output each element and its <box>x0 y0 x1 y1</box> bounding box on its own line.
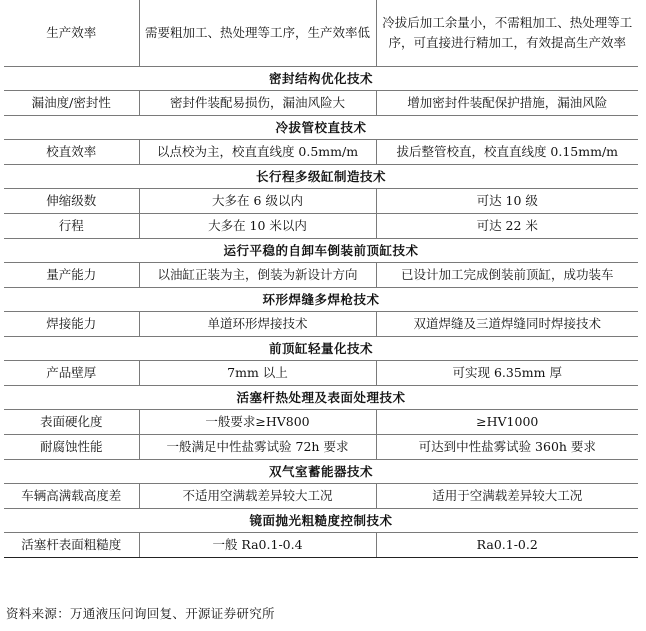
metric-cell: 漏油度/密封性 <box>4 91 139 116</box>
company-cell: 冷拔后加工余量小，不需粗加工、热处理等工序，可直接进行精加工，有效提高生产效率 <box>376 0 638 67</box>
conventional-cell: 一般 Ra0.1-0.4 <box>139 533 376 558</box>
table-row <box>4 91 638 116</box>
section-header-row <box>4 67 638 91</box>
metric-cell: 行程 <box>4 214 139 239</box>
company-cell: 双道焊缝及三道焊缝同时焊接技术 <box>376 312 638 337</box>
tech-comparison-table <box>4 0 638 558</box>
section-title: 密封结构优化技术 <box>4 67 638 91</box>
metric-cell: 活塞杆表面粗糙度 <box>4 533 139 558</box>
section-title: 长行程多级缸制造技术 <box>4 165 638 189</box>
table-row <box>4 312 638 337</box>
metric-cell: 焊接能力 <box>4 312 139 337</box>
section-header-row <box>4 288 638 312</box>
company-cell: 可实现 6.35mm 厚 <box>376 361 638 386</box>
section-header-row <box>4 337 638 361</box>
table-row <box>4 533 638 558</box>
section-header-row <box>4 509 638 533</box>
metric-cell: 校直效率 <box>4 140 139 165</box>
table-row <box>4 361 638 386</box>
conventional-cell: 不适用空满载差异较大工况 <box>139 484 376 509</box>
conventional-cell: 7mm 以上 <box>139 361 376 386</box>
company-cell: 已设计加工完成倒装前顶缸，成功装车 <box>376 263 638 288</box>
section-title: 前顶缸轻量化技术 <box>4 337 638 361</box>
company-cell: Ra0.1-0.2 <box>376 533 638 558</box>
company-cell: 适用于空满载差异较大工况 <box>376 484 638 509</box>
table-row <box>4 435 638 460</box>
section-title: 运行平稳的自卸车倒装前顶缸技术 <box>4 239 638 263</box>
metric-cell: 量产能力 <box>4 263 139 288</box>
metric-cell: 生产效率 <box>4 0 139 67</box>
conventional-cell: 大多在 6 级以内 <box>139 189 376 214</box>
conventional-cell: 需要粗加工、热处理等工序，生产效率低 <box>139 0 376 67</box>
table-row <box>4 263 638 288</box>
metric-cell: 伸缩级数 <box>4 189 139 214</box>
company-cell: 可达到中性盐雾试验 360h 要求 <box>376 435 638 460</box>
table-row <box>4 140 638 165</box>
company-cell: 拔后整管校直，校直直线度 0.15mm/m <box>376 140 638 165</box>
section-header-row <box>4 386 638 410</box>
metric-cell: 车辆高满载高度差 <box>4 484 139 509</box>
section-title: 活塞杆热处理及表面处理技术 <box>4 386 638 410</box>
table-row <box>4 214 638 239</box>
company-cell: ≥HV1000 <box>376 410 638 435</box>
section-header-row <box>4 460 638 484</box>
table-row <box>4 189 638 214</box>
conventional-cell: 密封件装配易损伤，漏油风险大 <box>139 91 376 116</box>
section-header-row <box>4 116 638 140</box>
company-cell: 可达 22 米 <box>376 214 638 239</box>
section-header-row <box>4 239 638 263</box>
metric-cell: 表面硬化度 <box>4 410 139 435</box>
section-title: 冷拔管校直技术 <box>4 116 638 140</box>
source-note: 资料来源：万通液压问询回复、开源证券研究所 <box>6 606 275 621</box>
conventional-cell: 一般要求≥HV800 <box>139 410 376 435</box>
conventional-cell: 以油缸正装为主，倒装为新设计方向 <box>139 263 376 288</box>
company-cell: 可达 10 级 <box>376 189 638 214</box>
conventional-cell: 一般满足中性盐雾试验 72h 要求 <box>139 435 376 460</box>
metric-cell: 耐腐蚀性能 <box>4 435 139 460</box>
section-title: 镜面抛光粗糙度控制技术 <box>4 509 638 533</box>
table-row <box>4 484 638 509</box>
company-cell: 增加密封件装配保护措施，漏油风险 <box>376 91 638 116</box>
conventional-cell: 以点校为主，校直直线度 0.5mm/m <box>139 140 376 165</box>
conventional-cell: 单道环形焊接技术 <box>139 312 376 337</box>
table-row <box>4 0 638 67</box>
section-header-row <box>4 165 638 189</box>
table-row <box>4 410 638 435</box>
section-title: 双气室蓄能器技术 <box>4 460 638 484</box>
section-title: 环形焊缝多焊枪技术 <box>4 288 638 312</box>
metric-cell: 产品壁厚 <box>4 361 139 386</box>
conventional-cell: 大多在 10 米以内 <box>139 214 376 239</box>
